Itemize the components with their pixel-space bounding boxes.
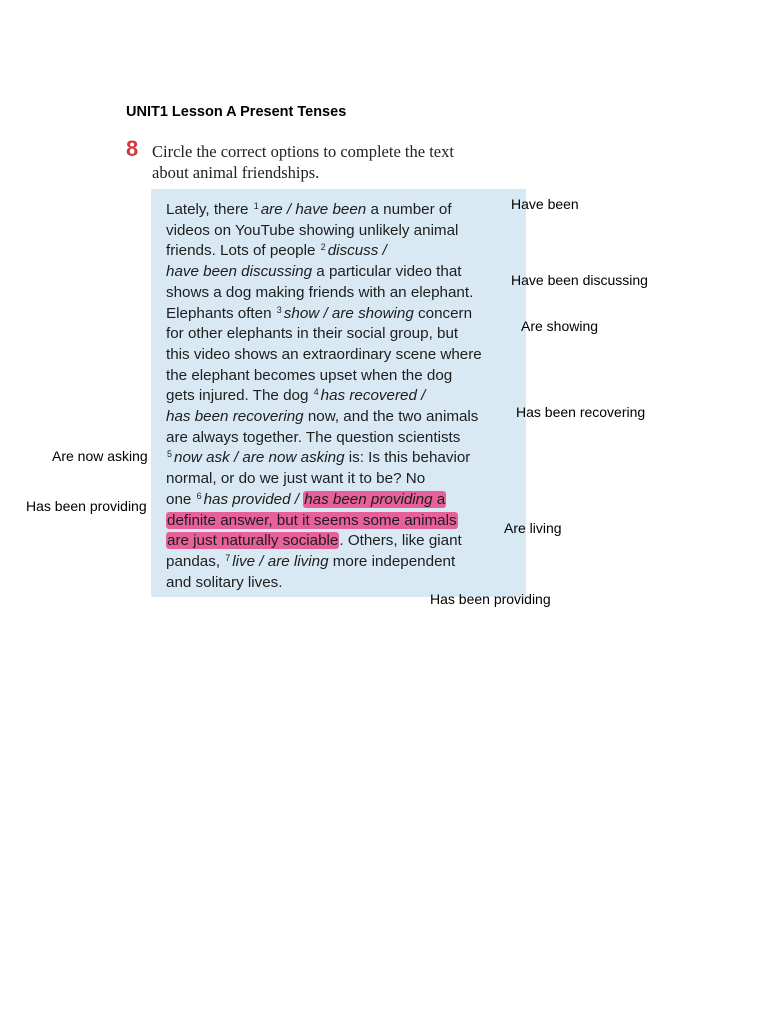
exercise-instruction	[152, 141, 512, 183]
passage-line: has been recovering now, and the two animals	[166, 408, 479, 426]
option-1: are / have been	[260, 201, 367, 218]
option-3: show / are showing	[283, 304, 414, 322]
passage-line: and solitary lives.	[166, 573, 283, 591]
answer-5: Are now asking	[52, 448, 148, 464]
answer-3: Are showing	[521, 318, 599, 334]
option-5: now ask / are now asking	[174, 449, 345, 467]
passage-line: videos on YouTube showing unlikely animal	[166, 221, 459, 239]
passage-line: one $^6$ has provided / has been providing a	[166, 490, 446, 508]
passage-line: have been discussing a particular video that	[166, 263, 462, 281]
passage-line: shows a dog making friends with an elephant.	[166, 283, 474, 301]
answer-1: Have been	[511, 196, 579, 212]
passage-line: $^5$ now ask / are now asking is: Is this behavior	[167, 449, 471, 467]
exercise-number: 8	[126, 136, 139, 161]
option-4a: has recovered /	[320, 387, 426, 405]
passage-line: Elephants often $^3$ show / are showing concern	[166, 304, 473, 322]
answer-8-partial: Has been providing	[430, 591, 551, 607]
passage-line: normal, or do we just want it to be? No	[166, 470, 426, 488]
highlight-mark: definite answer, but it seems some animals	[167, 511, 457, 529]
highlight-mark: has been providing a	[304, 490, 446, 508]
option-7: live / are living	[232, 552, 329, 570]
answer-7: Are living	[504, 520, 562, 536]
passage-line: are just naturally sociable. Others, like giant	[167, 532, 462, 550]
passage-text	[166, 200, 526, 593]
passage-line: this video shows an extraordinary scene where	[166, 345, 482, 363]
passage-line: gets injured. The dog $^4$ has recovered /	[166, 387, 426, 405]
passage-box	[151, 189, 526, 597]
page-title: UNIT1 Lesson A Present Tenses	[126, 104, 347, 120]
option-2a: discuss /	[327, 242, 387, 260]
option-6b: has been providing	[304, 490, 433, 508]
answer-4: Has been recovering	[516, 404, 646, 420]
option-2b: have been discussing	[166, 263, 313, 281]
passage-line	[166, 511, 526, 532]
passage-line: Lately, there $^1$ are / have been a number of	[166, 201, 452, 218]
passage-line: the elephant becomes upset when the dog	[166, 366, 453, 384]
passage-line: friends. Lots of people $^2$ discuss /	[166, 242, 387, 260]
passage-line: pandas, $^7$ live / are living more independent	[166, 552, 456, 570]
highlight-mark: are just naturally sociable	[167, 532, 339, 550]
option-4b: has been recovering	[166, 408, 304, 426]
answer-6: Has been providing	[26, 498, 147, 514]
option-6a: has provided /	[203, 490, 304, 508]
passage-line: are always together. The question scientists	[166, 428, 461, 446]
instruction-line: Circle the correct options to complete the text	[152, 142, 454, 161]
answer-2: Have been discussing	[511, 272, 648, 288]
passage-line: for other elephants in their social group, but	[166, 325, 459, 343]
instruction-line: about animal friendships.	[152, 163, 320, 182]
